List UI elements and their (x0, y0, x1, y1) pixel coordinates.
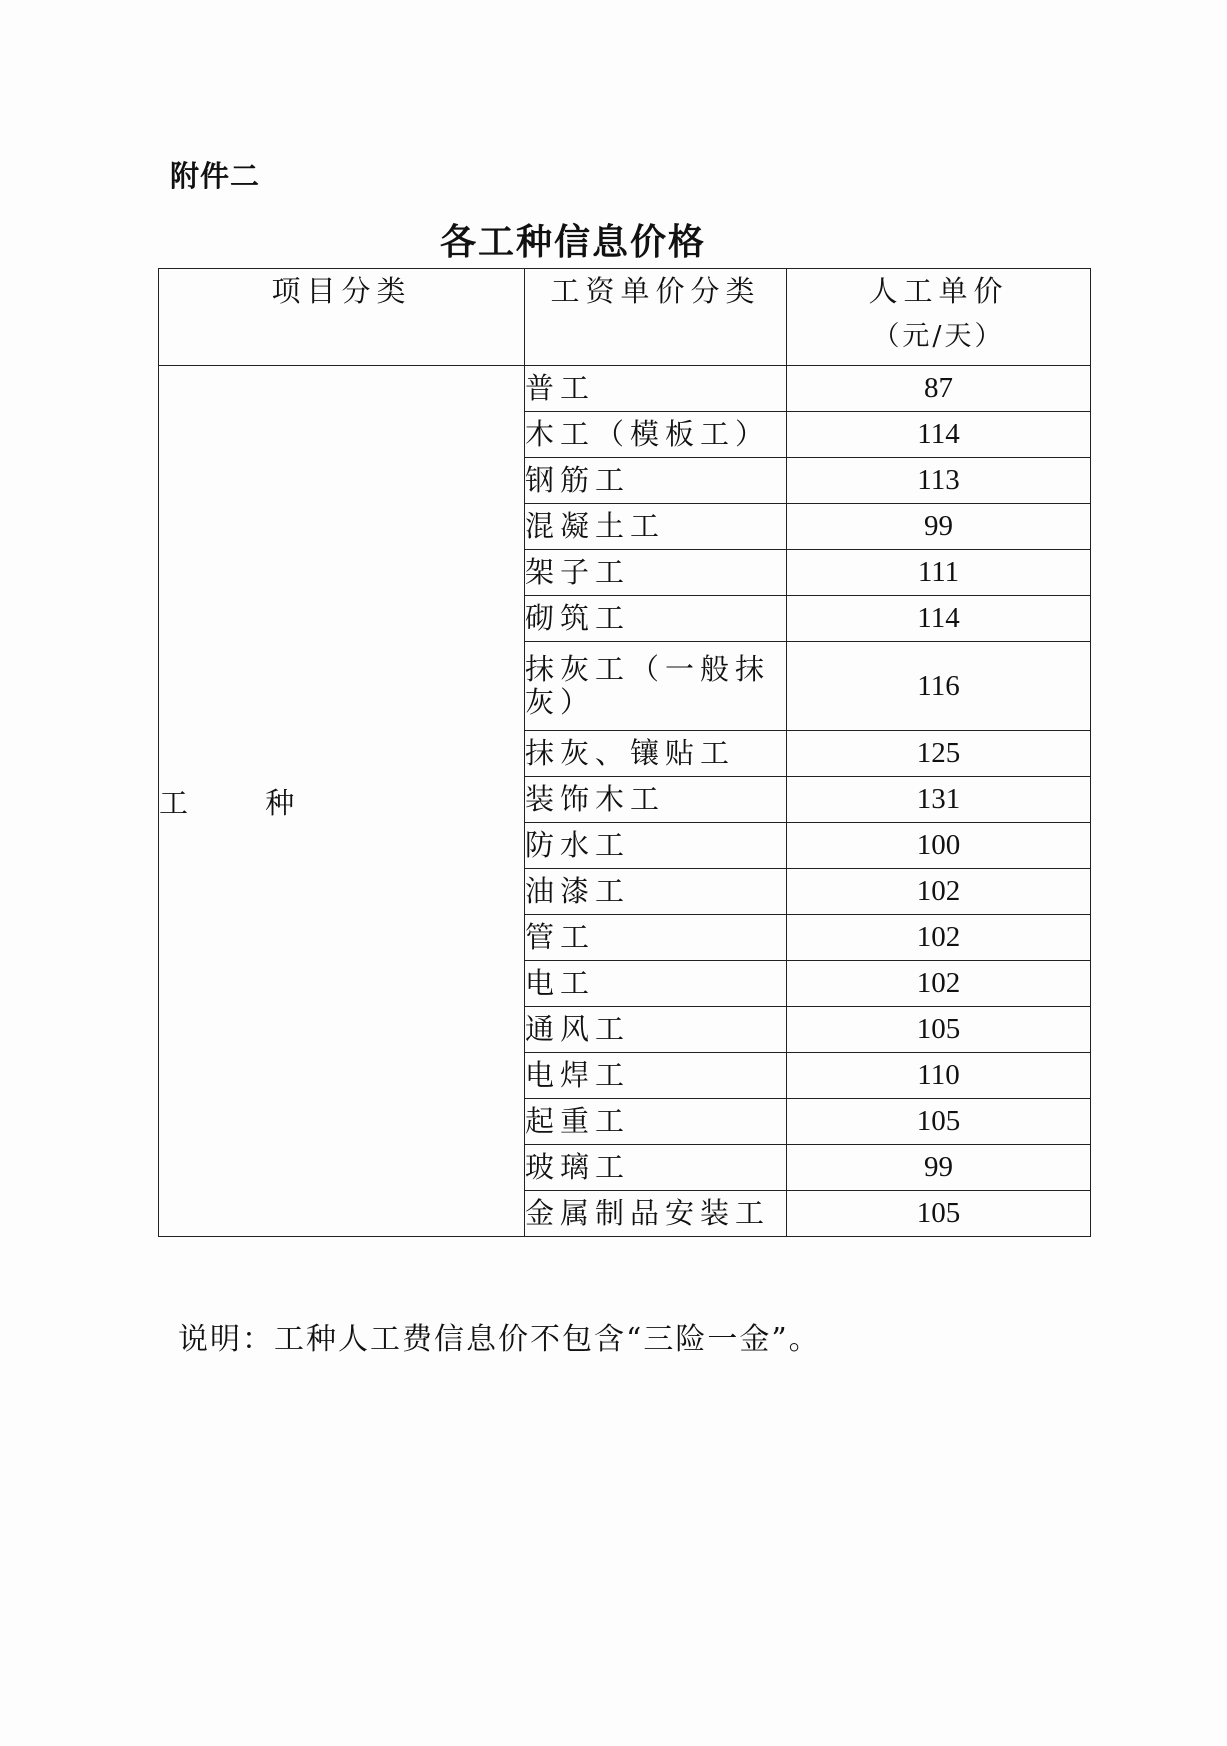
worker-type: 木工（模板工） (525, 412, 787, 458)
attachment-label: 附件二 (170, 159, 261, 193)
category-cell: 工 种 (159, 366, 525, 1237)
unit-price: 110 (787, 1053, 1091, 1099)
worker-type: 装饰木工 (525, 777, 787, 823)
table-body (159, 366, 1091, 1237)
unit-price: 105 (787, 1007, 1091, 1053)
unit-price: 131 (787, 777, 1091, 823)
unit-price: 102 (787, 869, 1091, 915)
header-price-label: 人工单价 (868, 274, 1009, 308)
unit-price: 100 (787, 823, 1091, 869)
footnote: 说明：工种人工费信息价不包含“三险一金”。 (178, 1322, 821, 1357)
unit-price: 102 (787, 915, 1091, 961)
header-price (787, 269, 1091, 366)
header-price-unit: （元/天） (872, 321, 1005, 352)
unit-price: 102 (787, 961, 1091, 1007)
worker-type: 油漆工 (525, 869, 787, 915)
worker-type: 起重工 (525, 1099, 787, 1145)
header-wage-class: 工资单价分类 (525, 269, 787, 366)
table-header-row (159, 269, 1091, 366)
unit-price: 116 (787, 642, 1091, 731)
document-title: 各工种信息价格 (440, 222, 707, 263)
wage-price-table (158, 268, 1091, 1237)
table-row (159, 366, 1091, 412)
worker-type: 混凝土工 (525, 504, 787, 550)
worker-type: 金属制品安装工 (525, 1191, 787, 1237)
worker-type: 玻璃工 (525, 1145, 787, 1191)
worker-type: 电焊工 (525, 1053, 787, 1099)
worker-type: 抹灰工（一般抹灰） (525, 642, 787, 731)
unit-price: 99 (787, 1145, 1091, 1191)
worker-type: 通风工 (525, 1007, 787, 1053)
unit-price: 114 (787, 596, 1091, 642)
worker-type: 管工 (525, 915, 787, 961)
worker-type: 电工 (525, 961, 787, 1007)
unit-price: 125 (787, 731, 1091, 777)
unit-price: 105 (787, 1099, 1091, 1145)
header-category: 项目分类 (159, 269, 525, 366)
unit-price: 114 (787, 412, 1091, 458)
unit-price: 99 (787, 504, 1091, 550)
worker-type: 钢筋工 (525, 458, 787, 504)
worker-type: 架子工 (525, 550, 787, 596)
worker-type: 砌筑工 (525, 596, 787, 642)
worker-type: 抹灰、镶贴工 (525, 731, 787, 777)
worker-type: 普工 (525, 366, 787, 412)
unit-price: 87 (787, 366, 1091, 412)
worker-type: 防水工 (525, 823, 787, 869)
unit-price: 111 (787, 550, 1091, 596)
unit-price: 105 (787, 1191, 1091, 1237)
unit-price: 113 (787, 458, 1091, 504)
